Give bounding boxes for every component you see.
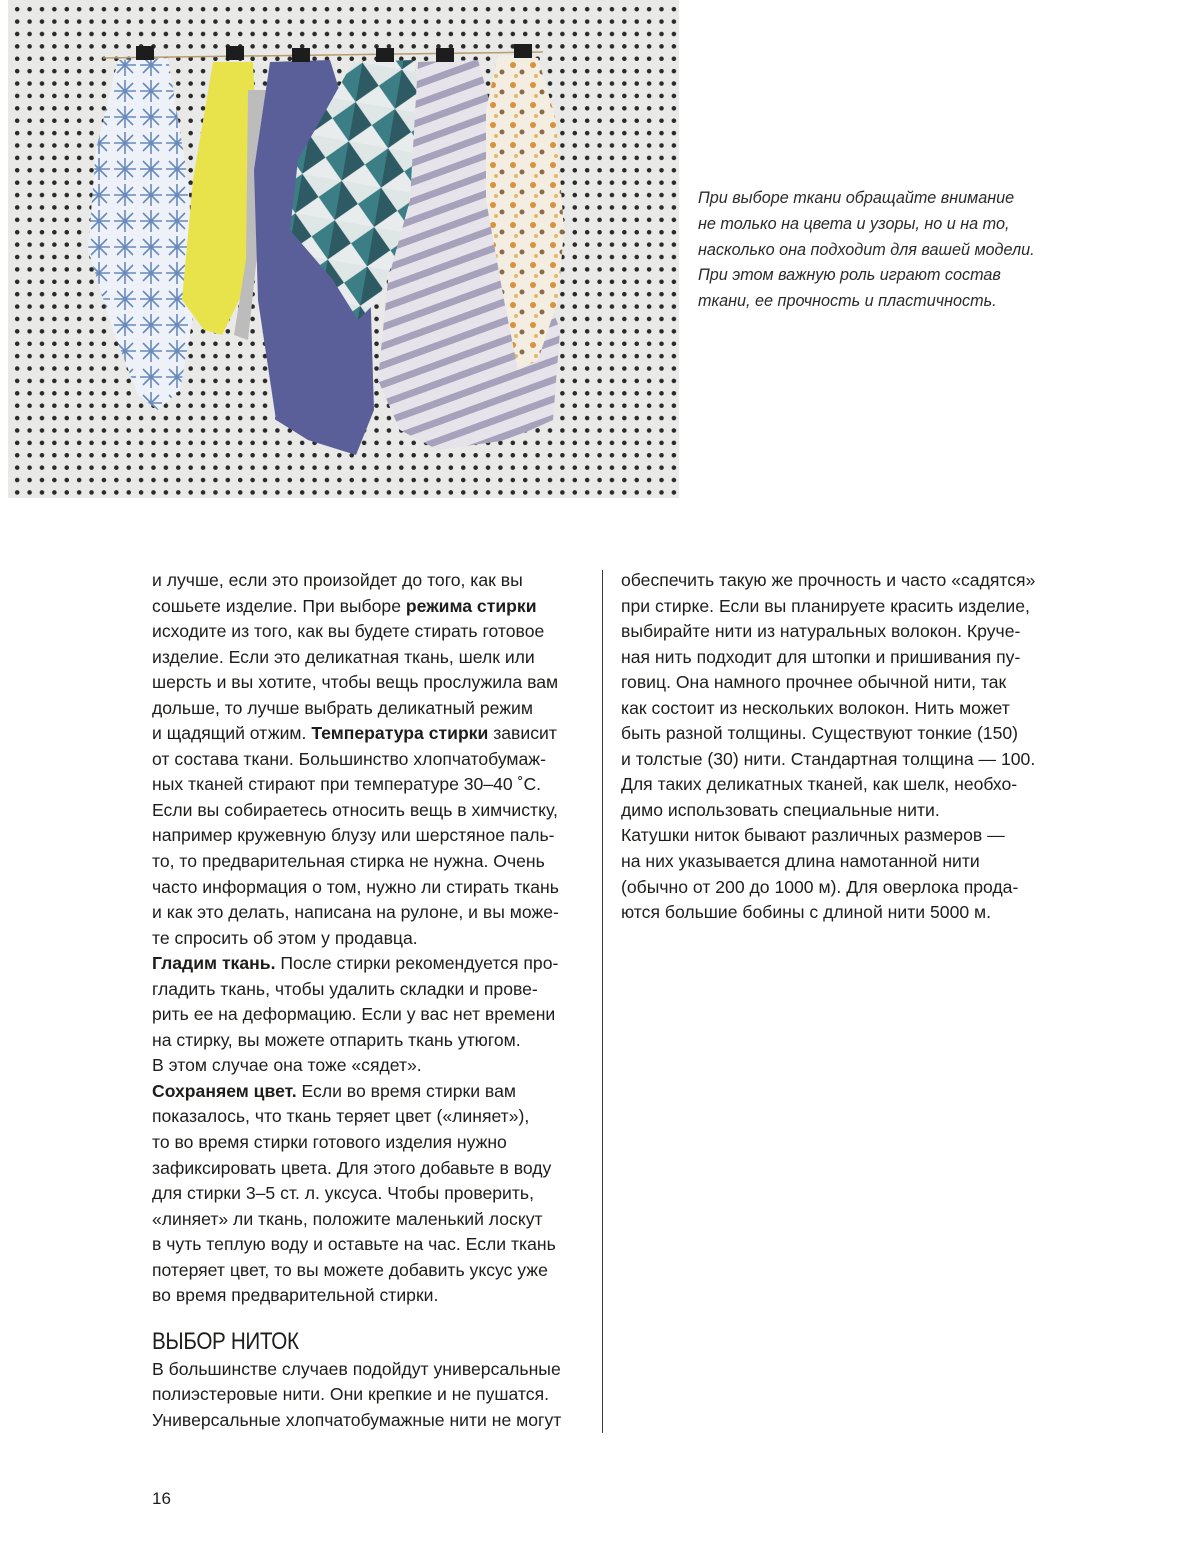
body-line: Катушки ниток бывают различных размеров — xyxy=(621,825,1005,846)
body-line: зафиксировать цвета. Для этого добавьте в воду xyxy=(152,1157,552,1178)
body-line: говиц. Она намного прочнее обычной нити, так xyxy=(621,672,1007,693)
body-text: После стирки рекомендуется про- xyxy=(275,953,559,974)
caption-line: не только на цвета и узоры, но и на то, xyxy=(698,214,1010,233)
body-line: и лучше, если это произойдет до того, как вы xyxy=(152,570,523,590)
body-line: показалось, что ткань теряет цвет («линяет»), xyxy=(152,1106,530,1127)
body-line: гладить ткань, чтобы удалить складки и прове- xyxy=(152,978,538,999)
photo-caption xyxy=(698,186,1078,315)
column-divider xyxy=(602,570,603,1433)
body-line: В большинстве случаев подойдут универсальные xyxy=(152,1358,561,1379)
body-line xyxy=(152,594,592,620)
body-line: те спросить об этом у продавца. xyxy=(152,927,418,948)
body-line: дольше, то лучше выбрать деликатный режим xyxy=(152,697,533,718)
bold-term: Температура стирки xyxy=(311,723,489,744)
body-text: зависит xyxy=(488,723,557,744)
body-line: часто информация о том, нужно ли стирать ткань xyxy=(152,876,559,897)
body-line: как состоит из нескольких волокон. Нить может xyxy=(621,697,1010,718)
caption-line: насколько она подходит для вашей модели. xyxy=(698,240,1035,259)
body-line: «линяет» ли ткань, положите маленький лоскут xyxy=(152,1208,543,1229)
body-line: ются большие бобины с длиной нити 5000 м. xyxy=(621,902,992,923)
body-line: В этом случае она тоже «сядет». xyxy=(152,1055,422,1076)
body-line: при стирке. Если вы планируете красить изделие, xyxy=(621,595,1030,616)
body-line: шерсть и вы хотите, чтобы вещь прослужила вам xyxy=(152,672,559,693)
body-line: быть разной толщины. Существуют тонкие (150) xyxy=(621,723,1019,744)
body-line: обеспечить такую же прочность и часто «садятся» xyxy=(621,570,1036,590)
section-heading: ВЫБОР НИТОК xyxy=(152,1327,299,1355)
body-text: и щадящий отжим. xyxy=(152,723,312,744)
body-line: (обычно от 200 до 1000 м). Для оверлока прода- xyxy=(621,876,1019,897)
body-line: например кружевную блузу или шерстяное паль- xyxy=(152,825,555,846)
caption-line: При этом важную роль играют состав xyxy=(698,266,1001,285)
bold-term: режима стирки xyxy=(405,595,537,616)
body-line: и как это делать, написана на рулоне, и вы може- xyxy=(152,902,559,923)
body-line: для стирки 3–5 ст. л. уксуса. Чтобы проверить, xyxy=(152,1183,534,1204)
body-line: в чуть теплую воду и оставьте на час. Если ткань xyxy=(152,1234,556,1255)
body-line: на стирку, вы можете отпарить ткань утюгом. xyxy=(152,1029,521,1050)
body-line: исходите из того, как вы будете стирать готовое xyxy=(152,621,545,642)
body-line xyxy=(152,721,592,747)
photo-illustration xyxy=(8,0,679,498)
body-line: и толстые (30) нити. Стандартная толщина — 100. xyxy=(621,748,1036,769)
body-line: рить ее на деформацию. Если у вас нет времени xyxy=(152,1004,556,1025)
body-line: ная нить подходит для штопки и пришивания пу- xyxy=(621,646,1021,667)
caption-line: ткани, ее прочность и пластичность. xyxy=(698,292,997,311)
body-text: Если во время стирки вам xyxy=(296,1080,516,1101)
body-line: полиэстеровые нити. Они крепкие и не пушатся. xyxy=(152,1384,550,1405)
body-line: Для таких деликатных тканей, как шелк, необхо- xyxy=(621,774,1018,795)
body-line: на них указывается длина намотанной нити xyxy=(621,851,980,872)
body-line: выбирайте нити из натуральных волокон. Круче- xyxy=(621,621,1021,642)
tie-dye-swatch xyxy=(88,58,196,410)
left-column xyxy=(152,568,592,1434)
body-line: от состава ткани. Большинство хлопчатобумаж- xyxy=(152,748,546,769)
right-column xyxy=(621,568,1066,926)
body-line: то, то предварительная стирка не нужна. Очень xyxy=(152,851,545,872)
body-text: сошьете изделие. При выборе xyxy=(152,595,406,616)
body-line: во время предварительной стирки. xyxy=(152,1285,439,1306)
caption-line: При выборе ткани обращайте внимание xyxy=(698,189,1015,207)
section-lead: Сохраняем цвет. xyxy=(152,1080,297,1101)
body-line: ных тканей стирают при температуре 30–40 ˚С. xyxy=(152,774,542,795)
fabric-swatches-photo xyxy=(8,0,679,498)
body-line: потеряет цвет, то вы можете добавить уксус уже xyxy=(152,1259,548,1280)
body-line xyxy=(152,1079,592,1105)
body-line: Универсальные хлопчатобумажные нити не могут xyxy=(152,1409,562,1430)
page-number: 16 xyxy=(152,1489,171,1508)
body-line: димо использовать специальные нити. xyxy=(621,799,940,820)
body-line xyxy=(152,951,592,977)
section-lead: Гладим ткань. xyxy=(152,953,276,974)
body-line: то во время стирки готового изделия нужно xyxy=(152,1132,507,1153)
body-line: изделие. Если это деликатная ткань, шелк или xyxy=(152,646,535,667)
body-line: Если вы собираетесь относить вещь в химчистку, xyxy=(152,799,558,820)
